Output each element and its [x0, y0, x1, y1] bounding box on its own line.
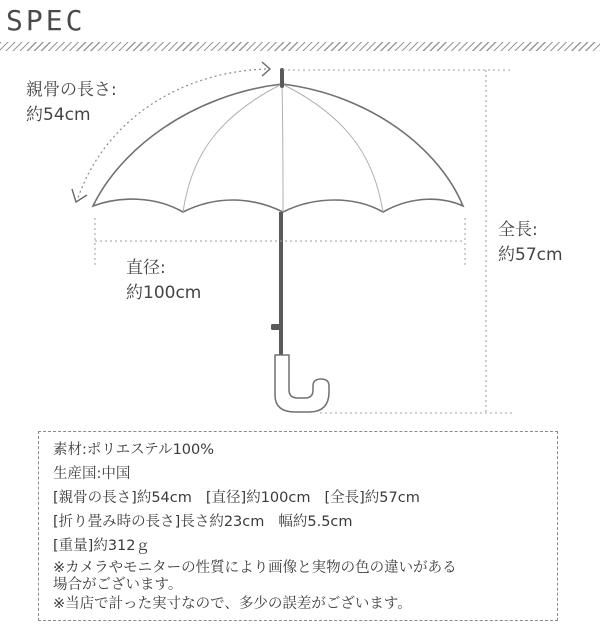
spec-folded-length: [折り畳み時の長さ]長さ約23cm: [53, 514, 265, 530]
umbrella-canopy: [93, 84, 463, 212]
rib-arrow-bottom: [72, 189, 87, 202]
spec-folded-width: 幅約5.5cm: [278, 514, 353, 530]
spec-note-measure: ※当店で計った実寸なので、多少の誤差がございます。: [53, 596, 412, 612]
page-heading: SPEC: [6, 4, 86, 37]
rib-length-title: 親骨の長さ:: [26, 80, 117, 100]
spec-folded: [53, 510, 557, 534]
umbrella-handle: [275, 355, 329, 412]
spec-material: 素材:ポリエステル100%: [53, 442, 215, 458]
spec-note-color-line1: ※カメラやモニターの性質により画像と実物の色の違いがある: [53, 560, 457, 576]
spec-total-length: [全長]約57cm: [324, 490, 420, 506]
umbrella-rib-right-outer: [282, 84, 383, 212]
umbrella-rib-center: [282, 84, 283, 212]
total-length-title: 全長:: [498, 220, 538, 240]
spec-note-color: [53, 560, 557, 594]
total-length-value: 約57cm: [498, 245, 563, 265]
spec-diameter: [直径]約100cm: [205, 490, 311, 506]
spec-rib-length: [親骨の長さ]約54cm: [53, 490, 192, 506]
spec-note-color-line2: 場合がございます。: [53, 577, 183, 593]
spec-origin: 生産国:中国: [53, 466, 131, 482]
spec-weight: [重量]約312ｇ: [53, 538, 150, 554]
spec-sizes: [53, 486, 557, 510]
diameter-value: 約100cm: [126, 283, 202, 303]
spec-info-box: [38, 431, 558, 621]
shaft-button: [271, 324, 280, 330]
rib-length-value: 約54cm: [26, 105, 91, 125]
diameter-title: 直径:: [126, 258, 166, 278]
umbrella-rib-left-outer: [183, 84, 282, 212]
